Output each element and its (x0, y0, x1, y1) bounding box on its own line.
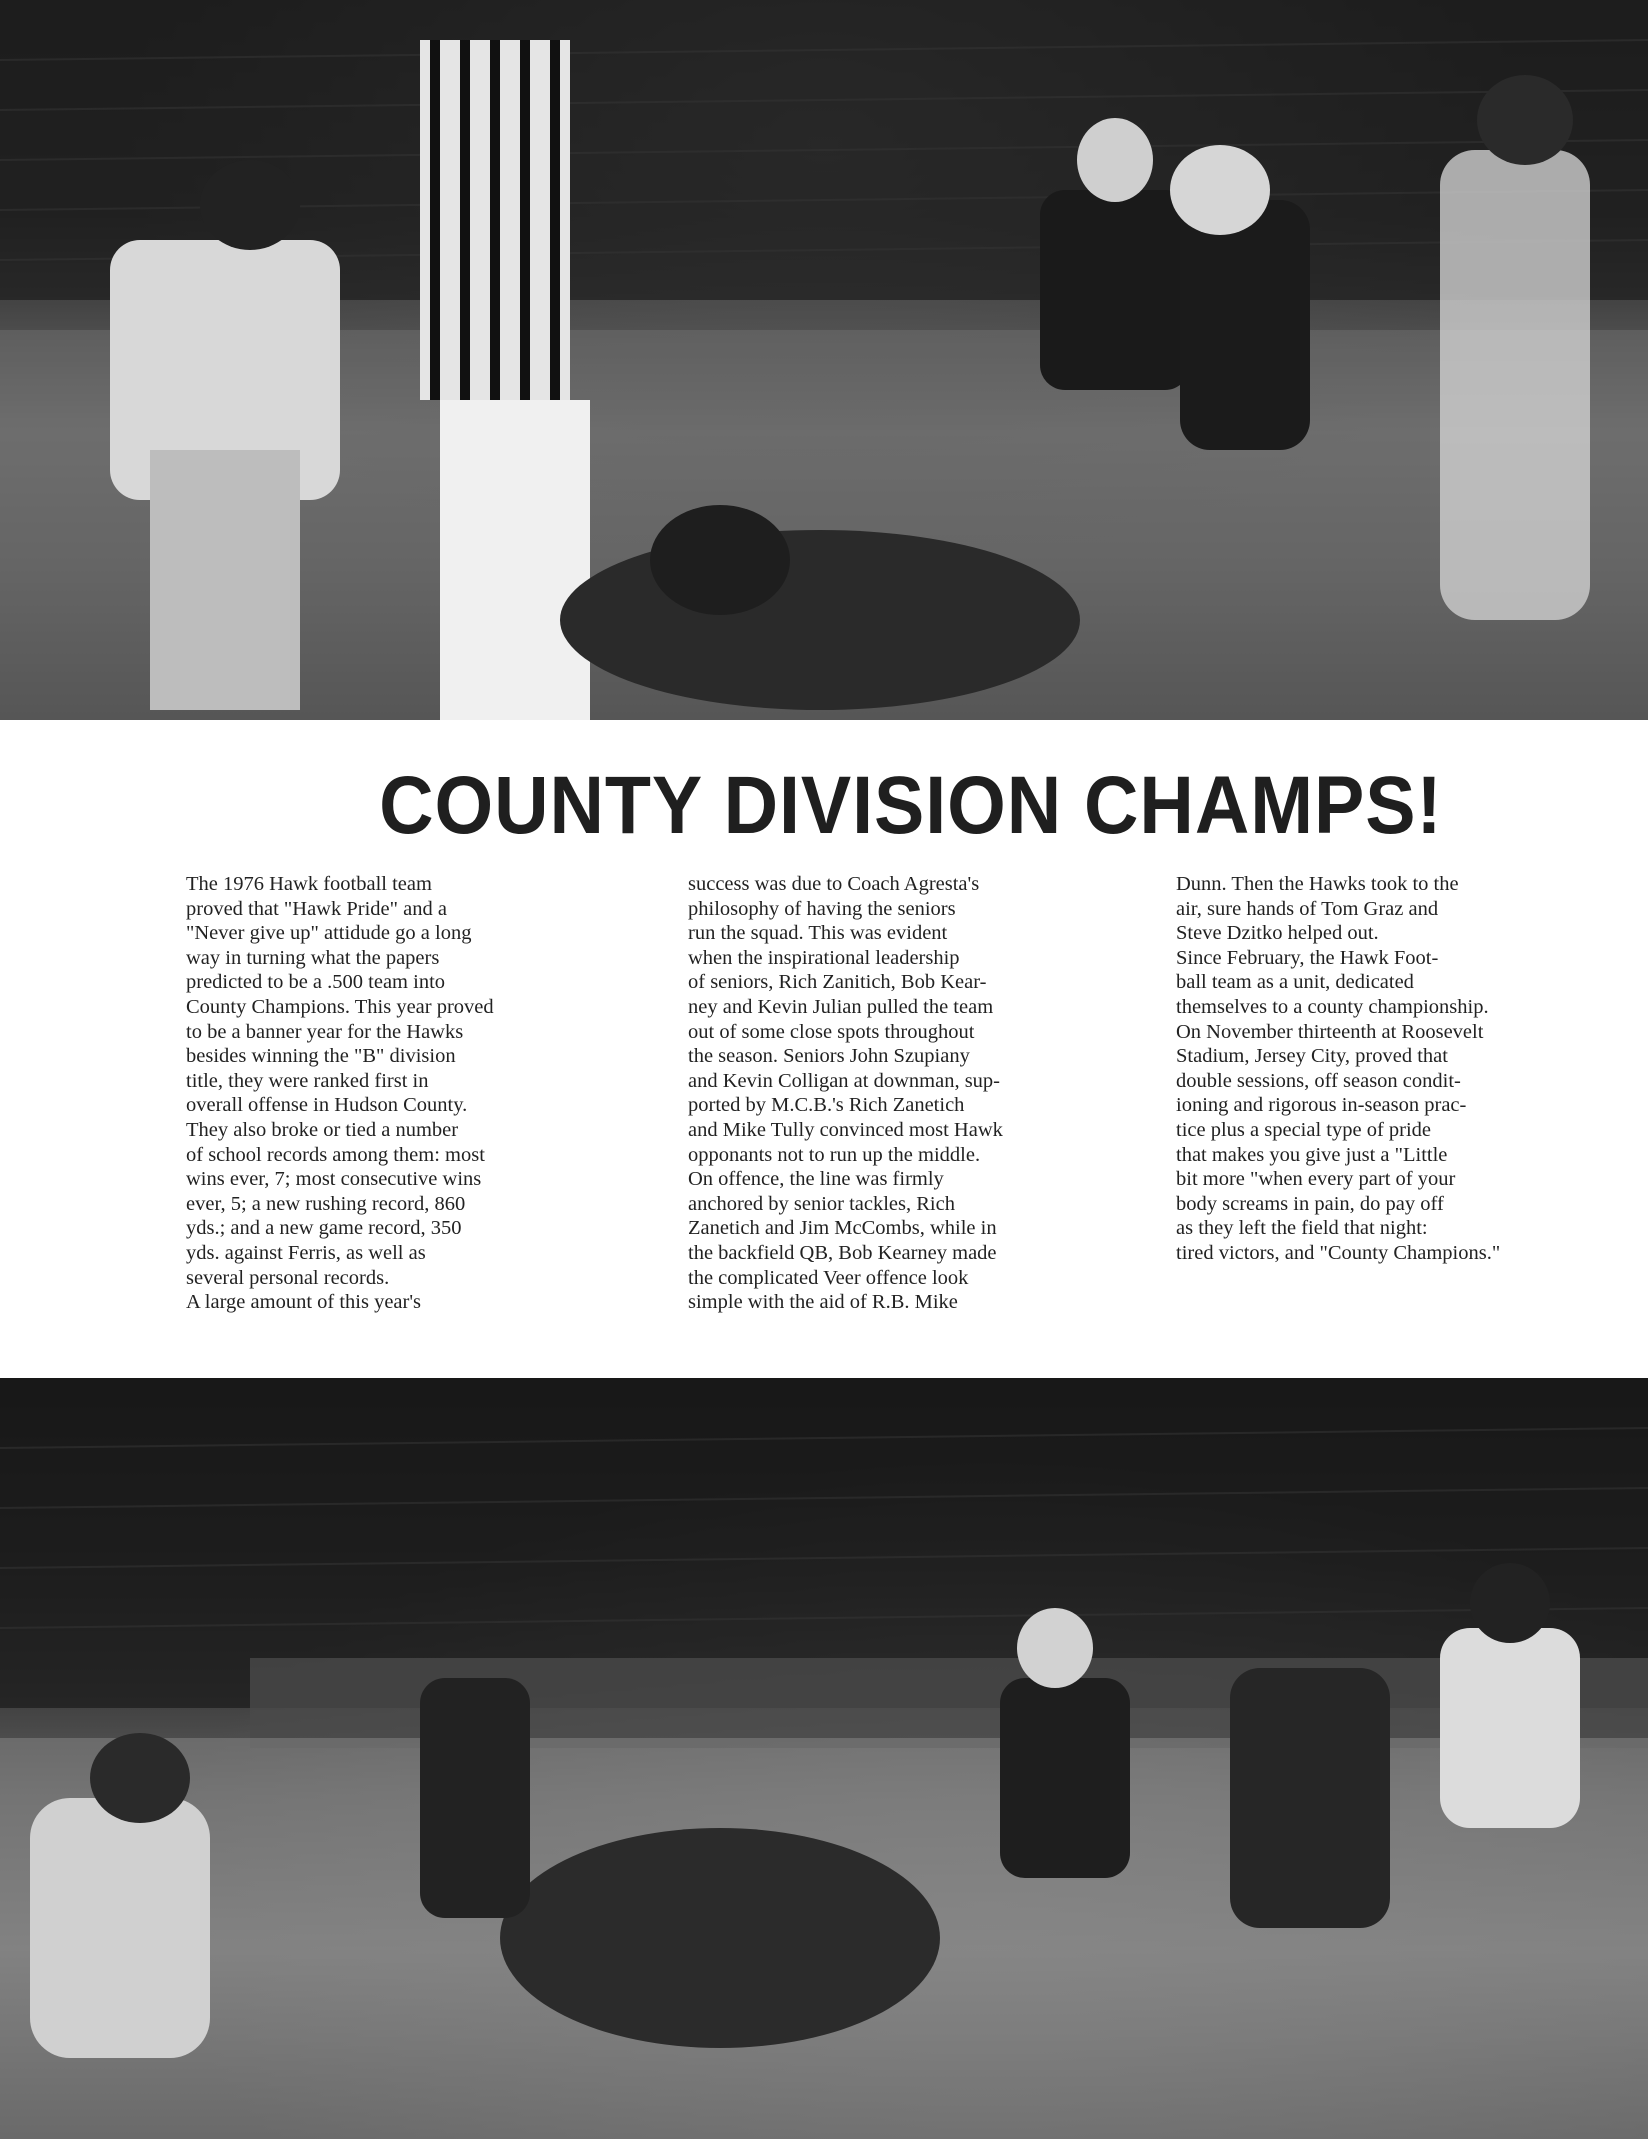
top-photo (0, 0, 1648, 720)
article-column-2: success was due to Coach Agresta's philosophy of having the seniors run the squad. This was evident when the inspirational leadership of seniors, Rich Zanitich, Bob Kear- ney and Kevin Julian pulled the team out of some close spots throughout the season. Seniors John Szupiany and Kevin Colligan at downman, sup- ported by M.C.B.'s Rich Zanetich and Mike Tully convinced most Hawk opponants not to run up the middle. On offence, the line was firmly anchored by senior tackles, Rich Zanetich and Jim McCombs, while in the backfield QB, Bob Kearney made the complicated Veer offence look simple with the aid of R.B. Mike (688, 873, 1003, 1314)
headline: COUNTY DIVISION CHAMPS! (379, 760, 1443, 851)
top-photo-scene (0, 0, 1648, 720)
bottom-photo-scene (0, 1378, 1648, 2139)
article-column-3: Dunn. Then the Hawks took to the air, sure hands of Tom Graz and Steve Dzitko helped out. Since February, the Hawk Foot- ball team as a unit, dedicated themselves to a county championship. On November thirteenth at Roosevelt Stadium, Jersey City, proved that double sessions, off season condit- ioning and rigorous in-season prac- tice plus a special type of pride that makes you give just a "Little bit more "when every part of your body screams in pain, do pay off as they left the field that night: tired victors, and "County Champions." (1176, 873, 1501, 1264)
article-column-1: The 1976 Hawk football team proved that "Hawk Pride" and a "Never give up" attidude go a long way in turning what the papers predicted to be a .500 team into County Champions. This year proved to be a banner year for the Hawks besides winning the "B" division title, they were ranked first in overall offense in Hudson County. They also broke or tied a number of school records among them: most wins ever, 7; most consecutive wins ever, 5; a new rushing record, 860 yds.; and a new game record, 350 yds. against Ferris, as well as several personal records. A large amount of this year's (186, 873, 494, 1314)
bottom-photo (0, 1378, 1648, 2139)
